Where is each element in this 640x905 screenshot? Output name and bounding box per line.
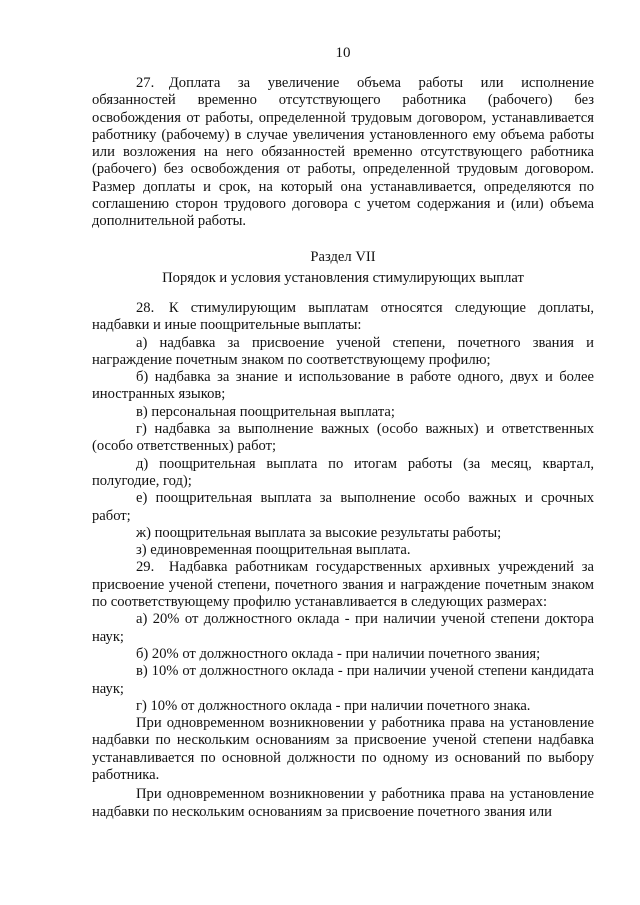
paragraph-29-intro: 29. Надбавка работникам государственных архивных учреждений за присвоение ученой степени, почетного звания и награждение почетным знаком по соответствующему профилю устанавливается в следующих размерах: [92,559,594,611]
paragraph-27: 27. Доплата за увеличение объема работы или исполнение обязанностей временно отсутствующего работника (рабочего) без освобождения от работы, определенной трудовым договором, устанавливается работнику (рабочему) в случае увеличения установленного ему объема работы или возложения на него обязанностей временно отсутствующего работника (рабочего) без освобождения от работы, определенной трудовым договором. Размер доплаты и срок, на который она устанавливается, определяются по соглашению сторон трудового договора с учетом содержания и (или) объема дополнительной работы. [92,75,594,230]
paragraph-27-block [92,75,594,231]
list-item: е) поощрительная выплата за выполнение особо важных и срочных работ; [92,490,594,524]
page-number: 10 [335,45,351,61]
list-item: а) 20% от должностного оклада - при наличии ученой степени доктора наук; [92,611,594,645]
list-item: б) 20% от должностного оклада - при наличии почетного звания; [136,645,541,662]
list-item: б) надбавка за знание и использование в работе одного, двух и более иностранных языков; [92,369,594,403]
list-item: а) надбавка за присвоение ученой степени, почетного звания и награждение почетным знаком по соответствующему профилю; [92,334,594,368]
list-item: в) персональная поощрительная выплата; [136,403,395,420]
section-7-header [92,249,594,288]
list-item: д) поощрительная выплата по итогам работы (за месяц, квартал, полугодие, год); [92,455,594,489]
list-item: з) единовременная поощрительная выплата. [136,542,411,559]
list-item: г) надбавка за выполнение важных (особо важных) и ответственных (особо ответственных) работ; [92,421,594,455]
list-item: ж) поощрительная выплата за высокие результаты работы; [136,524,502,541]
list-item: г) 10% от должностного оклада - при наличии почетного знака. [136,697,531,714]
section-title: Порядок и условия установления стимулирующих выплат [162,270,524,287]
paragraph-28-intro: 28. К стимулирующим выплатам относятся следующие доплаты, надбавки и иные поощрительные выплаты: [92,300,594,334]
section-heading: Раздел VII [310,249,376,265]
paragraph-29-note-2: При одновременном возникновении у работника права на установление надбавки по нескольким основаниям за присвоение почетного звания или [92,786,594,820]
paragraph-29-note-1: При одновременном возникновении у работника права на установление надбавки по нескольким основаниям за присвоение ученой степени надбавка устанавливается по основной должности по одному из оснований по выбору работника. [92,715,594,784]
section-7-body [92,300,594,821]
list-item: в) 10% от должностного оклада - при наличии ученой степени кандидата наук; [92,663,594,697]
